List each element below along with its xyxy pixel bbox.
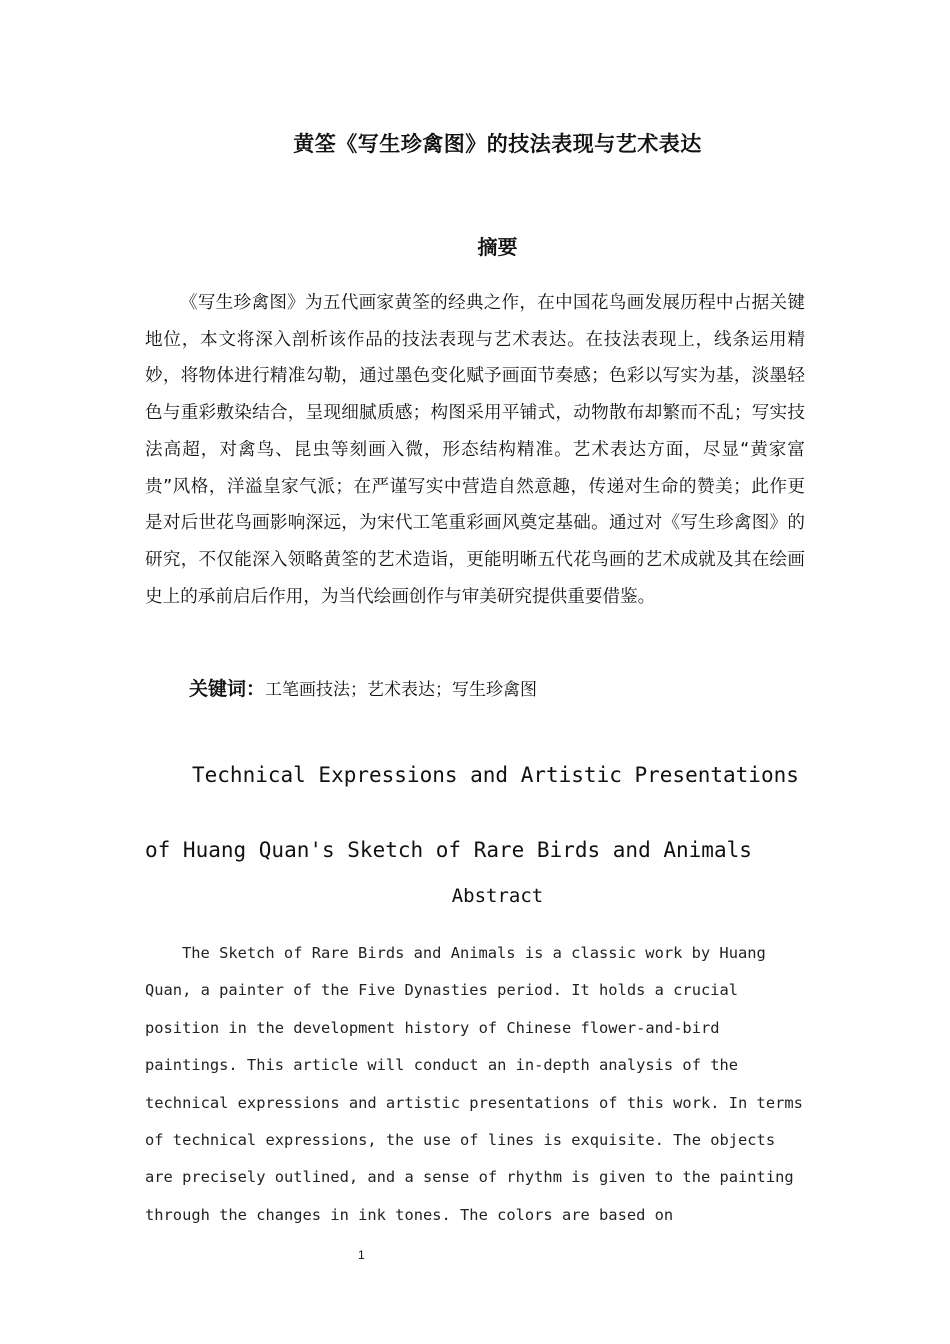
chinese-abstract-body: 《写生珍禽图》为五代画家黄筌的经典之作，在中国花鸟画发展历程中占据关键地位，本文将深入剖析该作品的技法表现与艺术表达。在技法表现上，线条运用精妙，将物体进行精准勾勒，通过墨色变化赋予画面节奏感；色彩以写实为基，淡墨轻色与重彩敷染结合，呈现细腻质感；构图采用平铺式，动物散布却繁而不乱；写实技法高超，对禽鸟、昆虫等刻画入微，形态结构精准。艺术表达方面，尽显“黄家富贵”风格，洋溢皇家气派；在严谨写实中营造自然意趣，传递对生命的赞美；此作更是对后世花鸟画影响深远，为宋代工笔重彩画风奠定基础。通过对《写生珍禽图》的研究，不仅能深入领略黄筌的艺术造诣，更能明晰五代花鸟画的艺术成就及其在绘画史上的承前启后作用，为当代绘画创作与审美研究提供重要借鉴。 <box>145 293 805 607</box>
page-number: 1 <box>358 1248 365 1262</box>
chinese-keywords <box>189 674 809 701</box>
english-abstract-heading: Abstract <box>451 885 544 907</box>
chinese-abstract-heading: 摘要 <box>477 235 518 259</box>
english-title: Technical Expressions and Artistic Presentations of Huang Quan's Sketch of Rare Birds and Animals <box>145 763 799 862</box>
english-abstract-body: The Sketch of Rare Birds and Animals is a classic work by Huang Quan, a painter of the Five Dynasties period. It holds a crucial position in the development history of Chinese flower-and-bird paintings. This article will conduct an in-depth analysis of the technical expressions and artistic presentations of this work. In terms of technical expressions, the use of lines is exquisite. The objects are precisely outlined, and a sense of rhythm is given to the painting through the changes in ink tones. The colors are based on <box>145 944 803 1224</box>
keywords-value: 工笔画技法；艺术表达；写生珍禽图 <box>265 680 538 700</box>
keywords-label: 关键词： <box>189 678 266 700</box>
chinese-title: 黄筌《写生珍禽图》的技法表现与艺术表达 <box>293 132 702 156</box>
